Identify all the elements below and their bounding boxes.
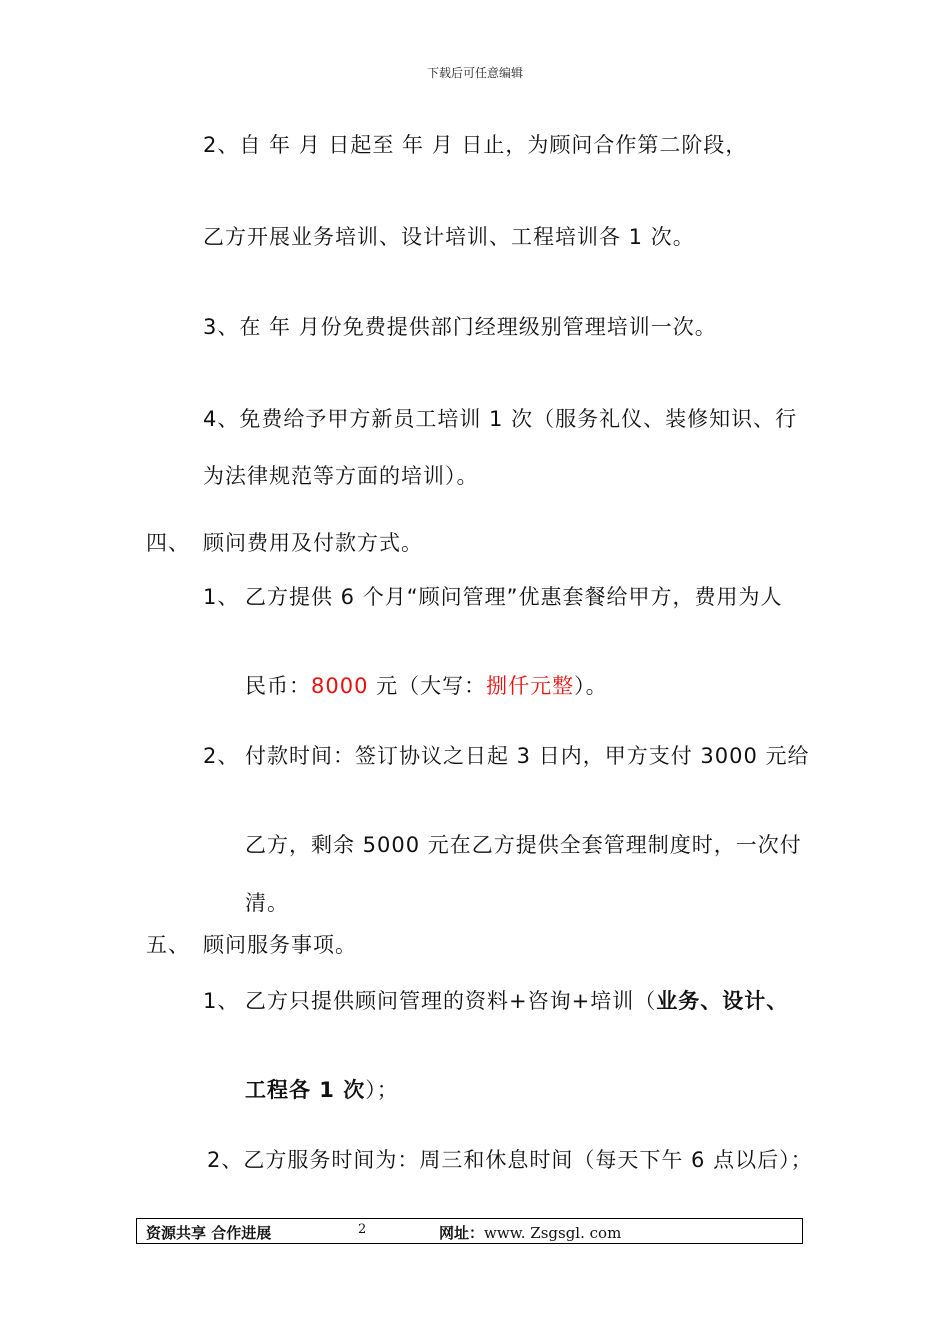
- page-number: 2: [358, 1222, 367, 1237]
- footer-website: [439, 1222, 621, 1243]
- service-count-bold: 工程各 1 次: [245, 1078, 366, 1102]
- service-count-close: ）；: [365, 1078, 399, 1102]
- website-url[interactable]: www. Zsgsgl. com: [484, 1224, 622, 1242]
- para-4-line-2: 为法律规范等方面的培训）。: [203, 464, 479, 488]
- footer-slogan: 资源共享 合作进展: [146, 1224, 272, 1242]
- page-footer: [136, 1218, 803, 1244]
- section-4-item-1-line-1: 乙方提供 6 个月“顾问管理”优惠套餐给甲方，费用为人: [245, 585, 783, 609]
- section-4-item-2-number: 2、: [203, 744, 240, 768]
- section-4-item-1-line-2: [245, 672, 608, 700]
- service-scope-bold: 业务、设计、: [656, 989, 789, 1013]
- header-note: 下载后可任意编辑: [426, 66, 523, 80]
- fee-unit-label: 元（大写：: [368, 674, 487, 698]
- section-4-item-1-number: 1、: [203, 585, 240, 609]
- section-4-item-2-line-2: 乙方，剩余 5000 元在乙方提供全套管理制度时，一次付: [245, 833, 802, 857]
- fee-amount: 8000: [311, 674, 369, 698]
- section-4-item-2-line-3: 清。: [245, 891, 289, 915]
- section-5-item-1-number: 1、: [203, 989, 240, 1013]
- section-5-number: 五、: [146, 933, 190, 957]
- fee-label: 民币：: [245, 674, 311, 698]
- section-4-title: 顾问费用及付款方式。: [203, 531, 423, 555]
- fee-amount-chinese: 捌仟元整: [486, 674, 575, 698]
- section-5-item-1-line-2: [245, 1076, 399, 1104]
- section-4-item-2-line-1: 付款时间：签订协议之日起 3 日内，甲方支付 3000 元给: [245, 744, 810, 768]
- para-2-line-1: 2、自 年 月 日起至 年 月 日止，为顾问合作第二阶段，: [203, 133, 748, 157]
- para-4-line-1: 4、免费给予甲方新员工培训 1 次（服务礼仪、装修知识、行: [203, 407, 798, 431]
- para-3: 3、在 年 月份免费提供部门经理级别管理培训一次。: [203, 315, 717, 339]
- section-4-number: 四、: [146, 531, 190, 555]
- section-5-item-1-line-1: [245, 987, 788, 1015]
- website-label: 网址：: [439, 1224, 485, 1242]
- section-5-title: 顾问服务事项。: [203, 933, 357, 957]
- para-2-line-2: 乙方开展业务培训、设计培训、工程培训各 1 次。: [203, 225, 695, 249]
- fee-close: ）。: [574, 674, 608, 698]
- section-5-item-2: 2、乙方服务时间为：周三和休息时间（每天下午 6 点以后）；: [207, 1148, 813, 1172]
- service-scope: 乙方只提供顾问管理的资料+咨询+培训（: [245, 989, 657, 1013]
